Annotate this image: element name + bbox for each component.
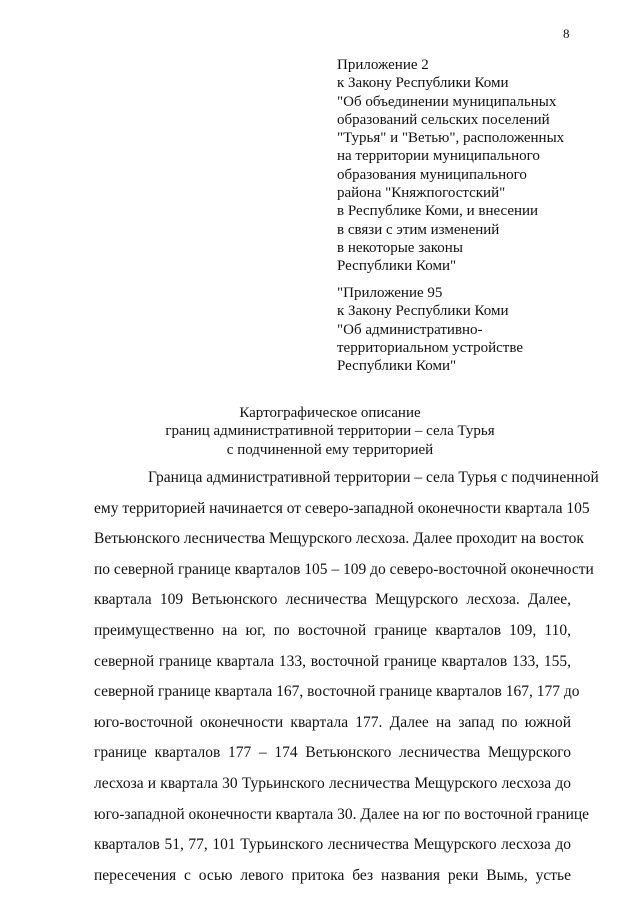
body-line: квартала 109 Ветьюнского лесничества Мещурского лесхоза. Далее, (94, 591, 571, 609)
body-line: лесхоза и квартала 30 Турьинского лесничества Мещурского лесхоза до (94, 774, 571, 792)
body-line: по северной границе кварталов 105 – 109 до северо-восточной оконечности (94, 560, 594, 578)
body-line: юго-западной оконечности квартала 30. Далее на юг по восточной границе (94, 805, 590, 823)
page-number: 8 (563, 26, 570, 41)
appendix-line: Приложение 2 (337, 57, 429, 73)
appendix-line: на территории муниципального (337, 148, 540, 165)
body-line: пересечения с осью левого притока без названия реки Вымь, устье (94, 866, 571, 884)
appendix-line: "Турья" и "Ветью", расположенных (337, 130, 565, 147)
appendix-line: к Закону Республики Коми (337, 303, 509, 320)
body-line: ему территорией начинается от северо-западной оконечности квартала 105 (94, 499, 590, 517)
body-paragraph (94, 463, 599, 891)
title-line: границ административной территории – села Турья (165, 423, 495, 440)
title-line: с подчиненной ему территорией (226, 441, 434, 458)
appendix-line: образования муниципального (337, 166, 527, 183)
appendix-line: в Республике Коми, и внесении (337, 203, 539, 220)
appendix-line: Республики Коми" (337, 258, 457, 275)
appendix-line: "Об административно- (337, 321, 483, 338)
appendix-2-header (337, 56, 627, 276)
body-line: северной границе квартала 133, восточной границе кварталов 133, 155, (94, 652, 571, 670)
body-line: Ветьюнского лесничества Мещурского лесхоза. Далее проходит на восток (94, 530, 584, 548)
appendix-95-header (337, 284, 627, 375)
appendix-line: "Приложение 95 (337, 285, 443, 301)
body-line: Граница административной территории – села Турья с подчиненной (148, 469, 599, 486)
body-line: кварталов 51, 77, 101 Турьинского лесничества Мещурского лесхоза до (94, 836, 571, 854)
appendix-line: "Об объединении муниципальных (337, 93, 557, 110)
appendix-line: в некоторые законы (337, 239, 463, 256)
body-line: юго-восточной оконечности квартала 177. Далее на запад по южной (94, 713, 571, 731)
appendix-line: Республики Коми" (337, 358, 457, 375)
document-title (100, 404, 560, 459)
appendix-line: района "Княжпогостский" (337, 185, 506, 202)
title-line: Картографическое описание (239, 405, 421, 421)
body-line: северной границе квартала 167, восточной границе кварталов 167, 177 до (94, 683, 580, 701)
appendix-line: к Закону Республики Коми (337, 75, 509, 92)
appendix-line: образований сельских поселений (337, 111, 550, 128)
appendix-line: территориальном устройстве (337, 339, 524, 356)
body-line: преимущественно на юг, по восточной границе кварталов 109, 110, (94, 621, 571, 639)
body-line: границе кварталов 177 – 174 Ветьюнского лесничества Мещурского (94, 744, 571, 762)
appendix-line: в связи с этим изменений (337, 221, 500, 238)
